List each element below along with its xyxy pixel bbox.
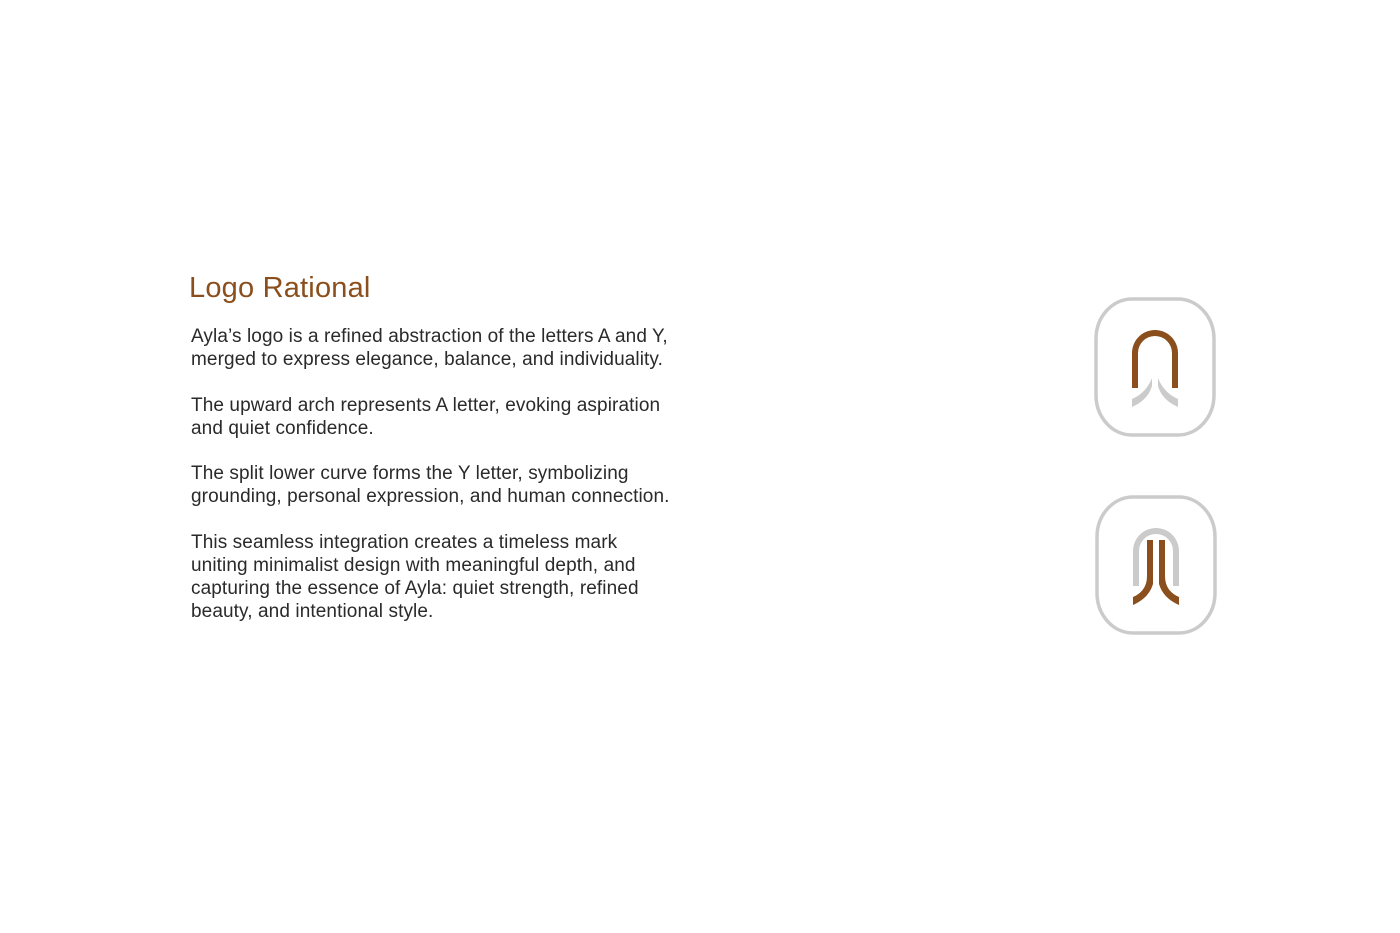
logo-split-highlight	[1094, 494, 1218, 636]
ayla-logo-icon	[1093, 296, 1217, 438]
logo-arch-part	[1132, 330, 1178, 388]
paragraph-arch: The upward arch represents A letter, evoking aspiration and quiet confidence.	[191, 394, 661, 439]
rationale-text	[191, 325, 751, 645]
ayla-logo-icon	[1094, 494, 1218, 636]
logo-arch-part	[1133, 528, 1179, 586]
tile-frame	[1096, 299, 1214, 435]
page-title: Logo Rational	[189, 272, 371, 304]
tile-frame	[1097, 497, 1215, 633]
logo-arch-highlight	[1093, 296, 1217, 438]
paragraph-intro: Ayla’s logo is a refined abstraction of the letters A and Y, merged to express elegance, balance, and individuality.	[191, 326, 668, 370]
paragraph-split: The split lower curve forms the Y letter, symbolizing grounding, personal expression, and human connection.	[191, 463, 670, 507]
paragraph-integration: This seamless integration creates a timeless mark uniting minimalist design with meaningful depth, and capturing the essence of Ayla: quiet strength, refined beauty, and intentional style.	[191, 531, 639, 622]
